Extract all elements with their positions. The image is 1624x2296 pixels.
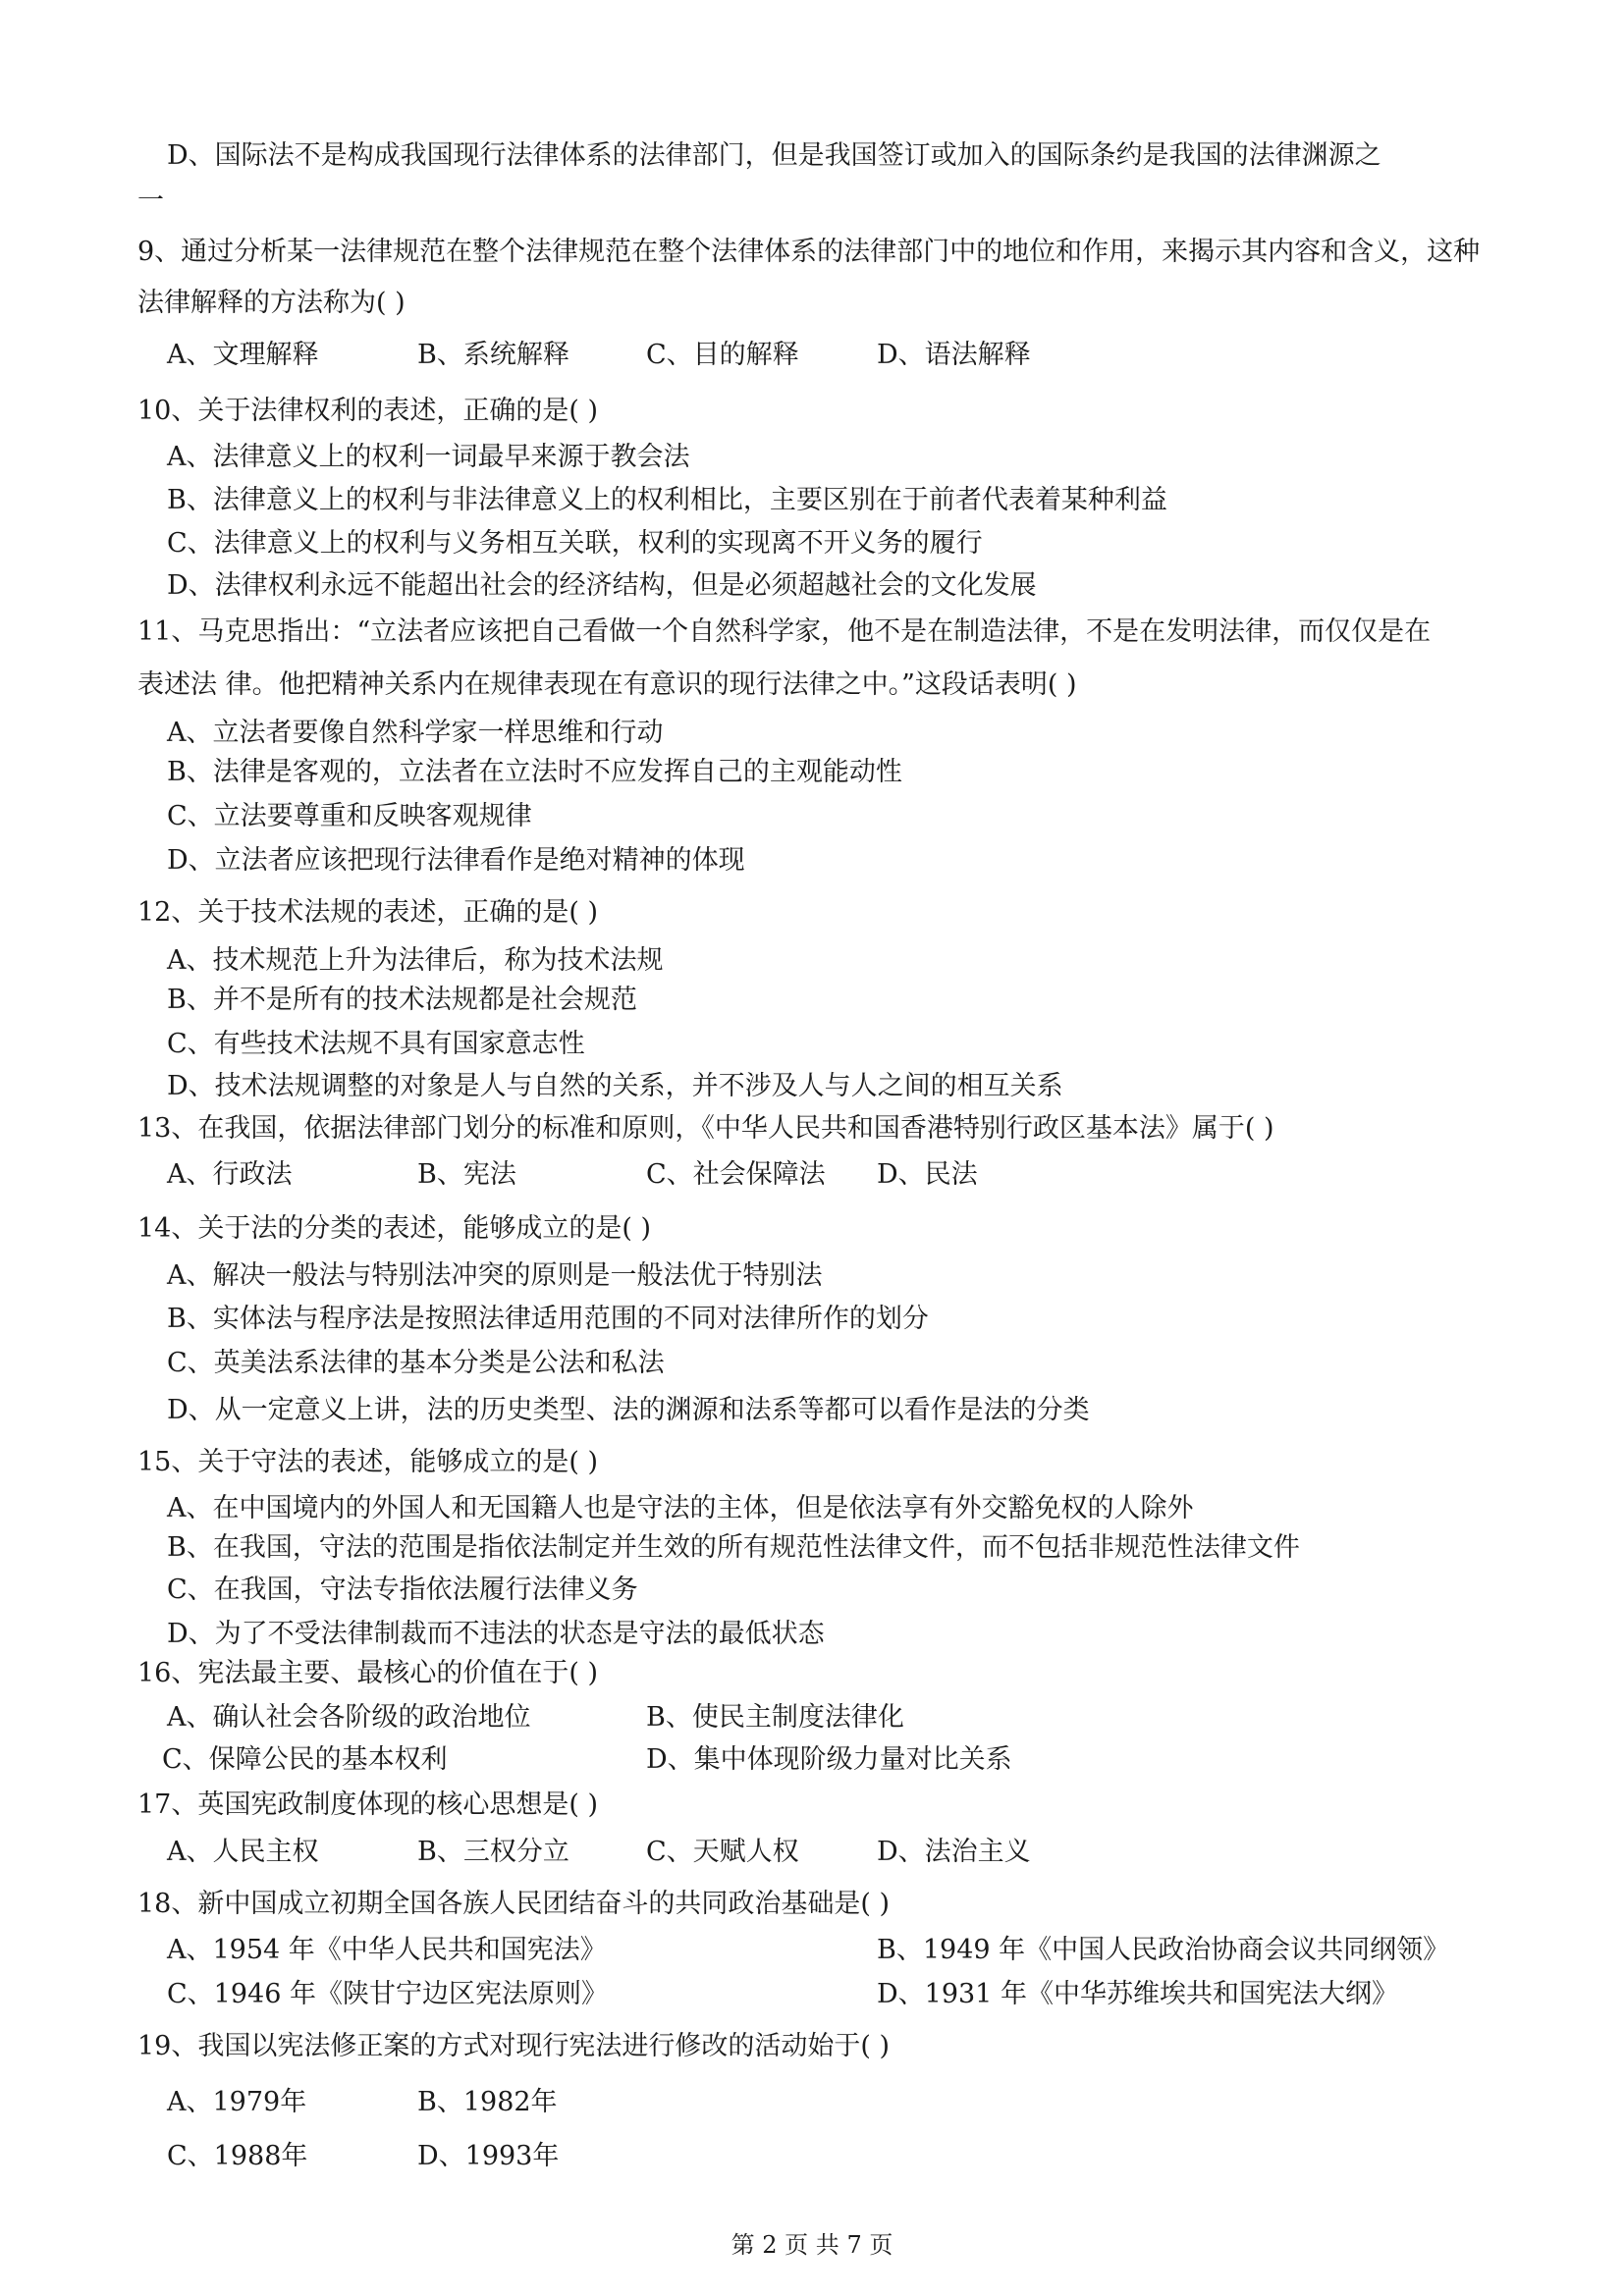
q12-option-b: B、并不是所有的技术法规都是社会规范	[167, 985, 637, 1015]
q9-option-a: A、文理解释	[167, 340, 319, 370]
q16-option-a: A、确认社会各阶级的政治地位	[167, 1702, 531, 1733]
question-10: 10、关于法律权利的表述，正确的是( )	[137, 396, 599, 426]
q18-option-d: D、1931 年《中华苏维埃共和国宪法大纲》	[877, 1979, 1398, 2009]
q11-option-b: B、法律是客观的，立法者在立法时不应发挥自己的主观能动性	[167, 757, 902, 787]
q14-option-a: A、解决一般法与特别法冲突的原则是一般法优于特别法	[167, 1260, 823, 1291]
q16-option-d: D、集中体现阶级力量对比关系	[646, 1744, 1012, 1775]
q11-option-a: A、立法者要像自然科学家一样思维和行动	[167, 718, 664, 748]
question-17: 17、英国宪政制度体现的核心思想是( )	[137, 1789, 599, 1820]
q12-option-a: A、技术规范上升为法律后，称为技术法规	[167, 945, 664, 976]
q9-option-c: C、目的解释	[646, 340, 799, 370]
q10-option-c: C、法律意义上的权利与义务相互关联，权利的实现离不开义务的履行	[167, 528, 983, 559]
q12-option-c: C、有些技术法规不具有国家意志性	[167, 1029, 585, 1059]
question-16: 16、宪法最主要、最核心的价值在于( )	[137, 1658, 599, 1688]
q11-option-d: D、立法者应该把现行法律看作是绝对精神的体现	[167, 845, 745, 876]
q17-option-d: D、法治主义	[877, 1837, 1031, 1867]
question-12: 12、关于技术法规的表述，正确的是( )	[137, 897, 599, 928]
q9-option-b: B、系统解释	[417, 340, 569, 370]
q11-option-c: C、立法要尊重和反映客观规律	[167, 801, 532, 831]
page-number-footer: 第 2 页 共 7 页	[731, 2231, 893, 2259]
question-11-continued: 表述法 律。他把精神关系内在规律表现在有意识的现行法律之中。”这段话表明( )	[137, 669, 1077, 700]
q16-option-b: B、使民主制度法律化	[646, 1702, 904, 1733]
question-9-continued: 法律解释的方法称为( )	[137, 288, 406, 318]
q17-option-c: C、天赋人权	[646, 1837, 799, 1867]
question-14: 14、关于法的分类的表述，能够成立的是( )	[137, 1213, 652, 1244]
q18-option-b: B、1949 年《中国人民政治协商会议共同纲领》	[877, 1935, 1450, 1965]
q17-option-b: B、三权分立	[417, 1837, 569, 1867]
q15-option-a: A、在中国境内的外国人和无国籍人也是守法的主体，但是依法享有外交豁免权的人除外	[167, 1493, 1194, 1523]
q13-option-b: B、宪法	[417, 1159, 516, 1190]
question-15: 15、关于守法的表述，能够成立的是( )	[137, 1447, 599, 1477]
q14-option-c: C、英美法系法律的基本分类是公法和私法	[167, 1348, 665, 1378]
q19-option-d: D、1993年	[417, 2141, 560, 2171]
q10-option-a: A、法律意义上的权利一词最早来源于教会法	[167, 442, 690, 472]
question-18: 18、新中国成立初期全国各族人民团结奋斗的共同政治基础是( )	[137, 1889, 891, 1919]
q10-option-b: B、法律意义上的权利与非法律意义上的权利相比，主要区别在于前者代表着某种利益	[167, 485, 1167, 515]
q9-option-d: D、语法解释	[877, 340, 1031, 370]
q8-option-d: D、国际法不是构成我国现行法律体系的法律部门，但是我国签订或加入的国际条约是我国的法律渊源之	[167, 140, 1381, 171]
q19-option-a: A、1979年	[167, 2087, 307, 2117]
q10-option-d: D、法律权利永远不能超出社会的经济结构，但是必须超越社会的文化发展	[167, 570, 1037, 601]
question-9: 9、通过分析某一法律规范在整个法律规范在整个法律体系的法律部门中的地位和作用，来揭示其内容和含义，这种	[137, 237, 1481, 267]
q13-option-a: A、行政法	[167, 1159, 293, 1190]
q13-option-c: C、社会保障法	[646, 1159, 826, 1190]
q14-option-d: D、从一定意义上讲，法的历史类型、法的渊源和法系等都可以看作是法的分类	[167, 1395, 1090, 1425]
question-19: 19、我国以宪法修正案的方式对现行宪法进行修改的活动始于( )	[137, 2031, 891, 2061]
q15-option-b: B、在我国，守法的范围是指依法制定并生效的所有规范性法律文件，而不包括非规范性法律文件	[167, 1532, 1300, 1563]
q19-option-b: B、1982年	[417, 2087, 558, 2117]
q19-option-c: C、1988年	[167, 2141, 308, 2171]
q18-option-c: C、1946 年《陕甘宁边区宪法原则》	[167, 1979, 608, 2009]
q12-option-d: D、技术法规调整的对象是人与自然的关系，并不涉及人与人之间的相互关系	[167, 1071, 1063, 1101]
q15-option-d: D、为了不受法律制裁而不违法的状态是守法的最低状态	[167, 1619, 825, 1649]
q18-option-a: A、1954 年《中华人民共和国宪法》	[167, 1935, 607, 1965]
q13-option-d: D、民法	[877, 1159, 978, 1190]
q14-option-b: B、实体法与程序法是按照法律适用范围的不同对法律所作的划分	[167, 1304, 929, 1334]
question-11: 11、马克思指出：“立法者应该把自己看做一个自然科学家，他不是在制造法律，不是在发明法律，而仅仅是在	[137, 616, 1432, 647]
question-13: 13、在我国，依据法律部门划分的标准和原则，《中华人民共和国香港特别行政区基本法》属于( )	[137, 1113, 1274, 1144]
q15-option-c: C、在我国，守法专指依法履行法律义务	[167, 1575, 638, 1605]
q8-option-d-continued: 一	[137, 186, 164, 216]
q16-option-c: C、保障公民的基本权利	[162, 1744, 448, 1775]
q17-option-a: A、人民主权	[167, 1837, 319, 1867]
